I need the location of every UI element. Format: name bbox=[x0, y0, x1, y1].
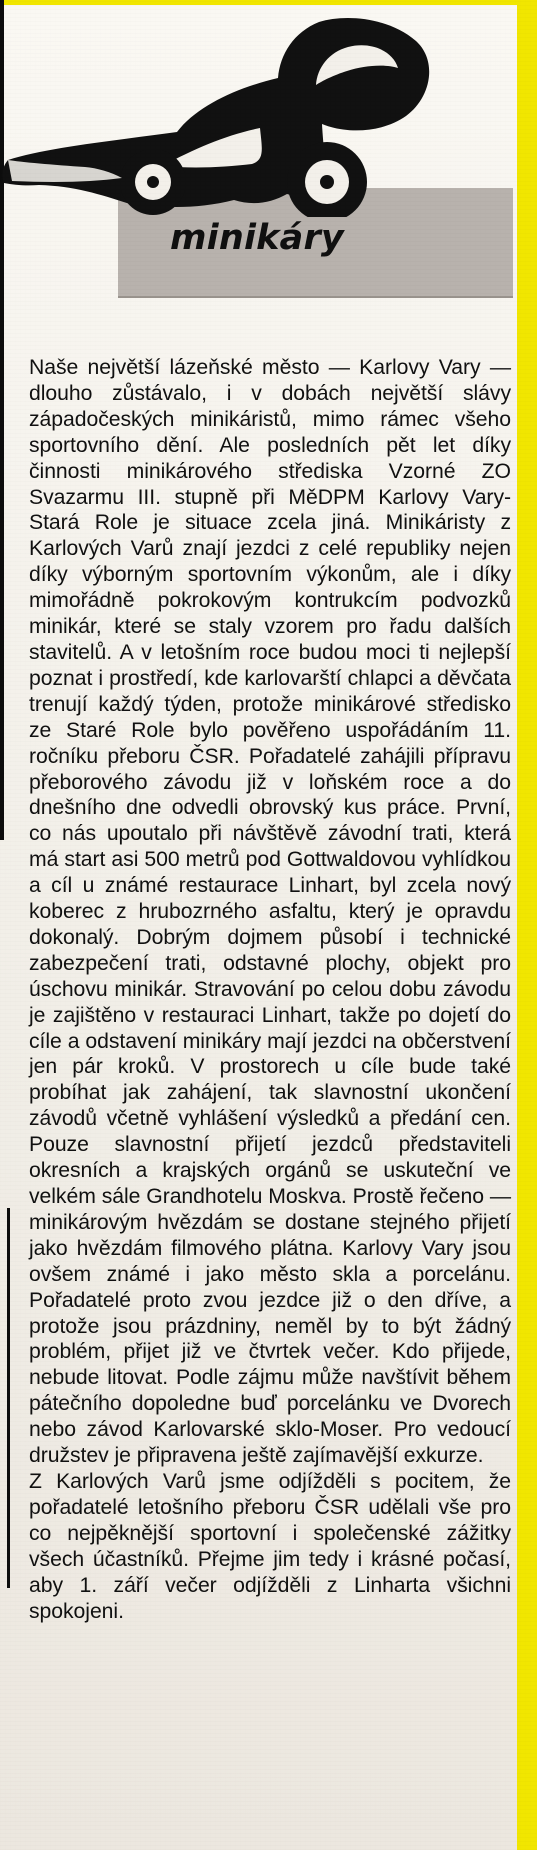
paragraph-1: Naše největší lázeňské město — Karlovy Vary — dlouho zůstávalo, i v dobách největší slávy západočeských minikáristů, mimo rámec všeho sportovního dění. Ale posledních pět let díky činnosti minikárového střediska Vzorné ZO Svazarmu III. stupně při MěDPM Karlovy Vary-Stará Role je situace zcela jiná. Minikáristy z Karlových Varů znají jezdci z celé republiky nejen díky výborným sportovním výkonům, ale i díky mimořádně pokrokovým kontrukcím podvozků minikár, které se staly vzorem pro řadu dalších stavitelů. A v letošním roce budou moci ti nejlepší poznat i prostředí, kde karlovarští chlapci a děvčata trenují každý týden, protože minikárové středisko ze Staré Role bylo pověřeno uspořádáním 11. ročníku přeboru ČSR. Pořadatelé zahájili přípravu přeborového závodu již v loňském roce a do dnešního dne odvedli obrovský kus práce. První, co nás upoutalo při návštěvě závodní trati, která má start asi 500 metrů pod Gottwaldovou vyhlídkou a cíl u známé restaurace Linhart, byl zcela nový koberec z hrubozrného asfaltu, který je opravdu dokonalý. Dobrým dojmem působí i technické zabezpečení trati, odstavné plochy, objekt pro úschovu minikár. Stravování po celou dobu závodu je zajištěno v restauraci Linhart, takže po dojetí do cíle a odstavení minikáry mají jezdci na občerstvení jen pár kroků. V prostorech u cíle bude také probíhat jak zahájení, tak slavnostní ukončení závodů včetně vyhlášení výsledků a předání cen. Pouze slavnostní přijetí jezdců představiteli okresních a krajských orgánů se uskuteční ve velkém sále Grandhotelu Moskva. Prostě řečeno — minikárovým hvězdám se dostane stejného přijetí jako hvězdám filmového plátna. Karlovy Vary jsou ovšem známé i jako město skla a porcelánu. Pořadatelé proto zvou jezdce již o den dříve, a protože jsou prázdniny, neměl by to být žádný problém, přijet již ve čtvrtek večer. Kdo přijede, nebude litovat. Podle zájmu může navštívit během pátečního dopoledne buď porcelánku ve Dvorech nebo závod Karlovarské sklo-Moser. Pro vedoucí družstev je připravena ještě zajímavější exkurze. bbox=[29, 356, 511, 1468]
paragraph-2: Z Karlových Varů jsme odjížděli s pocitem, že pořadatelé letošního přeboru ČSR udělali vše pro co nejpěknější sportovní i společenské zážitky všech účastníků. Přejme jim tedy i krásné počasí, aby 1. září večer odjížděli z Linharta všichni spokojeni. bbox=[29, 1469, 511, 1623]
left-border-rule-lower bbox=[7, 1208, 10, 1588]
section-header bbox=[0, 0, 537, 302]
front-wheel-axle bbox=[147, 176, 159, 188]
section-title: minikáry bbox=[170, 218, 344, 258]
article-body bbox=[29, 355, 511, 1833]
rear-wheel-axle bbox=[320, 175, 334, 189]
race-car-icon bbox=[0, 12, 450, 217]
